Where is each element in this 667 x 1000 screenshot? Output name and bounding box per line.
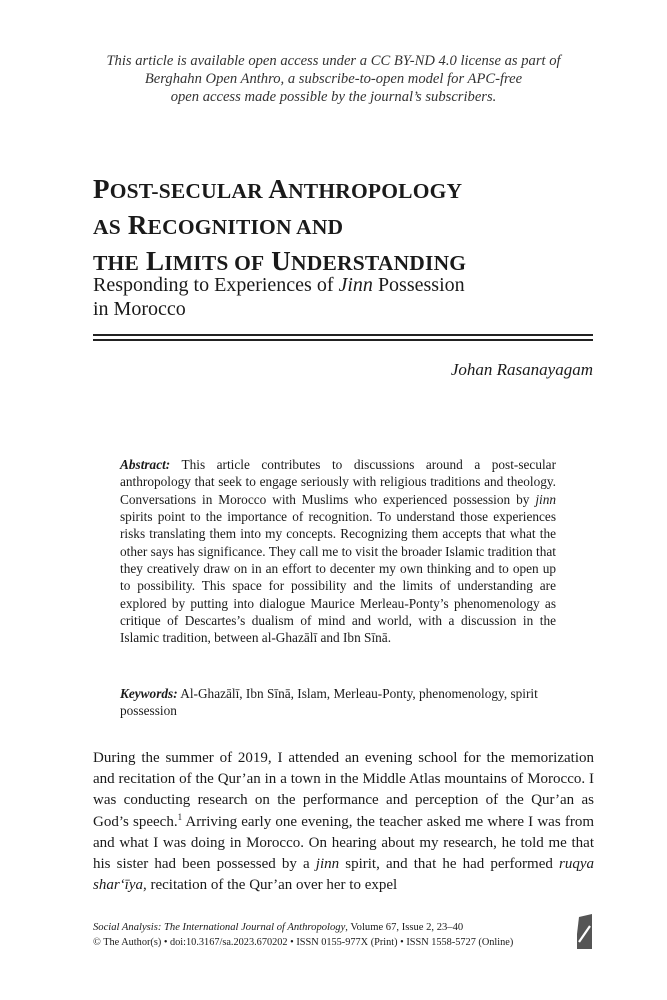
- body-paragraph: During the summer of 2019, I attended an evening school for the memorization and recitation of the Qur’an in a town in the Middle Atlas mountains of Morocco. I was conducting research on the performance and perception of the Qur’an as God’s speech.$^1$ Arriving early one evening, the teacher asked me where I was from and what I was doing in Morocco. On hearing about my research, he told me that his sister had been possessed by a jinn spirit, and that he had performed ruqya shar‘īya, recitation of the Qur’an over her to expel: [93, 750, 595, 894]
- title-line-2: AS RECOGNITION AND: [93, 210, 344, 240]
- article-subtitle: Responding to Experiences of Jinn Possession in Morocco: [93, 274, 465, 320]
- title-rule-bottom: [93, 339, 593, 341]
- journal-citation: Social Analysis: The International Journal of Anthropology, Volume 67, Issue 2, 23–40: [93, 922, 464, 933]
- keywords-label: Keywords:: [120, 686, 178, 701]
- abstract-label: Abstract:: [120, 457, 171, 472]
- journal-name: Social Analysis: The International Journal of Anthropology: [93, 922, 346, 933]
- title-rule-top: [93, 334, 593, 336]
- doi-issn-line: © The Author(s) • doi:10.3167/sa.2023.670202 • ISSN 0155-977X (Print) • ISSN 1558-5727 (Online): [93, 937, 514, 948]
- publisher-logo-icon: [575, 914, 595, 950]
- footnote-ref[interactable]: 1: [177, 811, 183, 822]
- open-access-notice: [80, 52, 587, 106]
- notice-line-1: This article is available open access under a CC BY-ND 4.0 license as part of: [106, 53, 561, 69]
- title-line-3: THE LIMITS OF UNDERSTANDING: [93, 246, 467, 276]
- abstract: Abstract: This article contributes to discussions around a post-secular anthropology that seek to engage seriously with religious traditions and theology. Conversations in Morocco with Muslims who experienced possession by jinn spirits point to the importance of recognition. To understand those experiences risks translating them into my concepts. Recognizing them accepts that what the other says has significance. They call me to visit the broader Islamic tradition that they creatively draw on in an effort to decenter my own thinking and to open up to possibility. This space for possibility and the limits of understanding are explored by putting into dialogue Maurice Merleau-Ponty’s phenomenology as critique of Descartes’s dualism of mind and world, with a discussion in the Islamic tradition, between al-Ghazālī and Ibn Sīnā.: [120, 457, 556, 646]
- notice-line-2: Berghahn Open Anthro, a subscribe-to-open model for APC-free: [144, 71, 523, 87]
- title-line-1: POST-SECULAR ANTHROPOLOGY: [93, 174, 463, 204]
- keywords: Keywords: Al-Ghazālī, Ibn Sīnā, Islam, Merleau-Ponty, phenomenology, spirit possession: [120, 686, 538, 719]
- author-name: Johan Rasanayagam: [450, 360, 593, 379]
- logo-shape: [577, 914, 592, 949]
- article-title: [93, 172, 593, 280]
- notice-line-3: open access made possible by the journal’s subscribers.: [170, 89, 497, 105]
